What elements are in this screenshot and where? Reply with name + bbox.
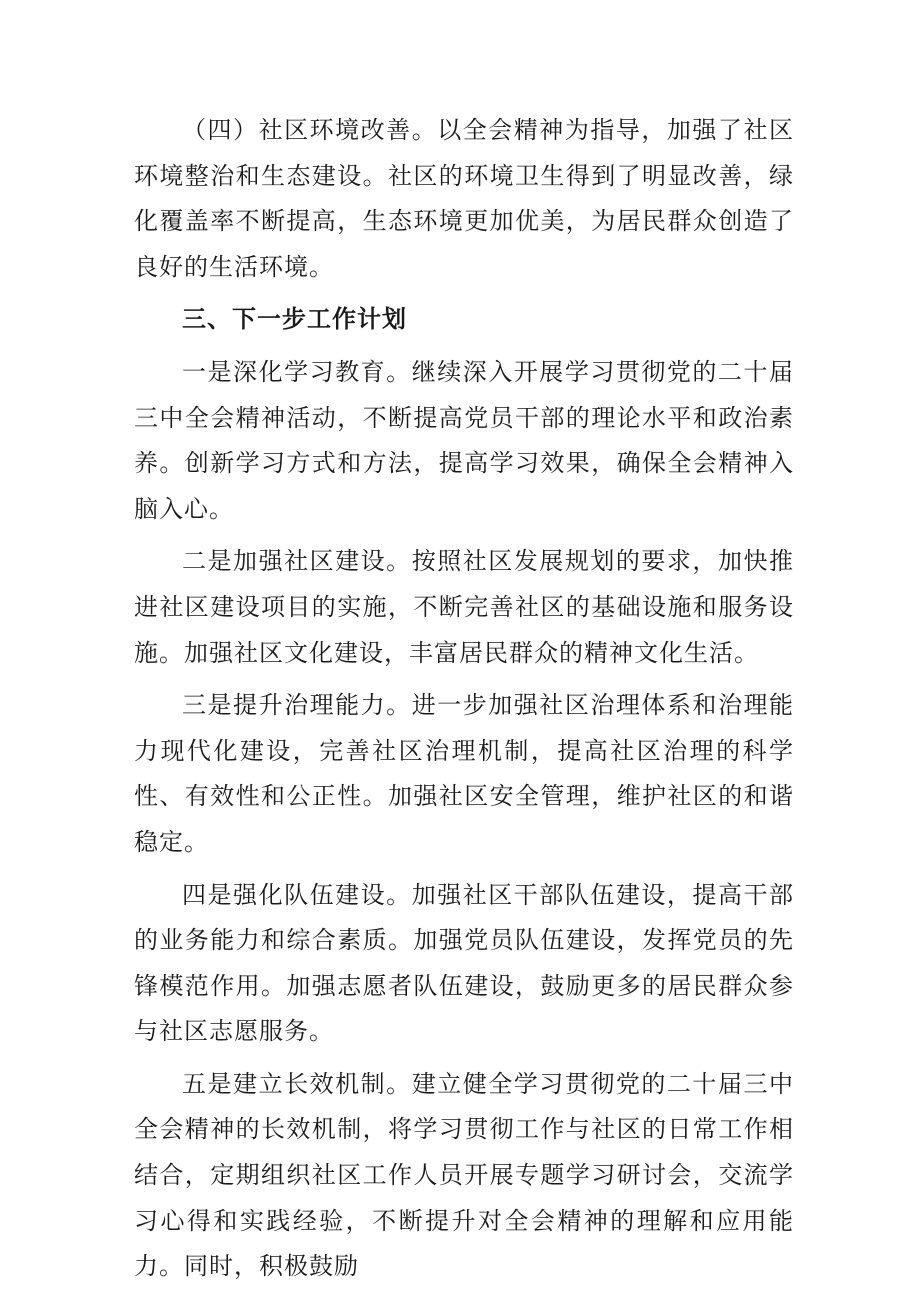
plan-item-team-building: 四是强化队伍建设。加强社区干部队伍建设，提高干部的业务能力和综合素质。加强党员队伍建设，发挥党员的先锋模范作用。加强志愿者队伍建设，鼓励更多的居民群众参与社区志愿服务。 <box>134 880 794 1046</box>
section-heading-next-steps: 三、下一步工作计划 <box>182 305 407 334</box>
paragraph-environment-improvement: （四）社区环境改善。以全会精神为指导，加强了社区环境整治和生态建设。社区的环境卫生得到了明显改善，绿化覆盖率不断提高，生态环境更加优美，为居民群众创造了良好的生活环境。 <box>134 116 794 281</box>
plan-item-community-building: 二是加强社区建设。按照社区发展规划的要求，加快推进社区建设项目的实施，不断完善社区的基础设施和服务设施。加强社区文化建设，丰富居民群众的精神文化生活。 <box>134 547 794 667</box>
plan-item-study-education: 一是深化学习教育。继续深入开展学习贯彻党的二十届三中全会精神活动，不断提高党员干部的理论水平和政治素养。创新学习方式和方法，提高学习效果，确保全会精神入脑入心。 <box>134 357 794 523</box>
plan-item-governance: 三是提升治理能力。进一步加强社区治理体系和治理能力现代化建设，完善社区治理机制，提高社区治理的科学性、有效性和公正性。加强社区安全管理，维护社区的和谐稳定。 <box>134 691 794 856</box>
plan-item-long-term-mechanism: 五是建立长效机制。建立健全学习贯彻党的二十届三中全会精神的长效机制，将学习贯彻工作与社区的日常工作相结合，定期组织社区工作人员开展专题学习研讨会，交流学习心得和实践经验，不断提升对全会精神的理解和应用能力。同时，积极鼓励 <box>134 1069 794 1281</box>
document-body <box>134 108 794 1297</box>
